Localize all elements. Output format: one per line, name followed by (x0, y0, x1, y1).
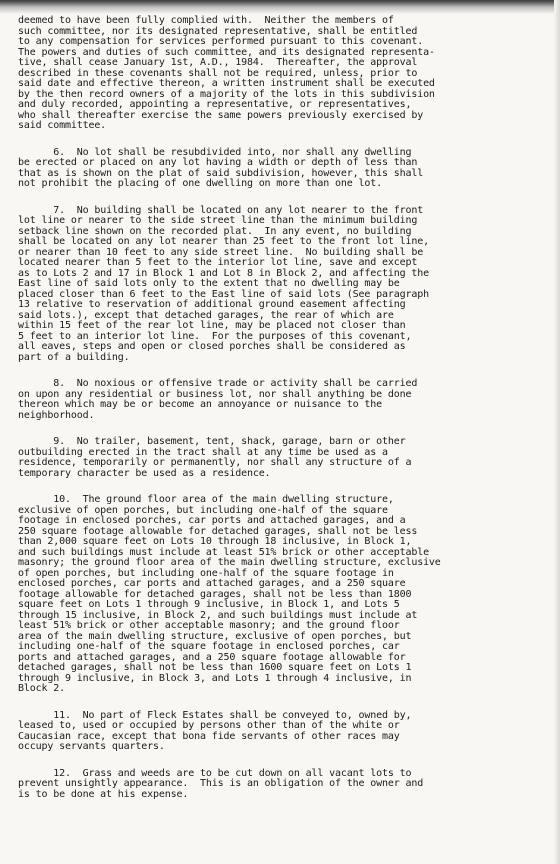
paragraph-9: 9. No trailer, basement, tent, shack, garage, barn or other outbuilding erected in the tract shall at any time be used as a residence, temporarily or permanently, nor shall any structure of a temporary character be used as a residence. (18, 436, 412, 479)
scan-right-edge (554, 0, 560, 864)
paragraph-5-continued: deemed to have been fully complied with. Neither the members of such committee, nor its designated representative, shall be entitled to any compensation for services performed pursuant to this covenant. The powers and duties of such committee, and its designated representa- tive, shall cease January 1st, A.D., 1984. Thereafter, the approval described in these covenants shall not be required, unless, prior to said date and effective thereon, a written instrument shall be executed by the then record owners of a majority of the lots in this subdivision and duly recorded, appointing a representative, or representatives, who shall thereafter exercise the same powers previously exercised by said committee. (18, 15, 435, 131)
paragraph-12: 12. Grass and weeds are to be cut down on all vacant lots to prevent unsightly appearance. This is an obligation of the owner and is to be done at his expense. (18, 767, 424, 800)
paragraph-11: 11. No part of Fleck Estates shall be conveyed to, owned by, leased to, used or occupied by persons other than of the white or Caucasian race, except that bona fide servants of other races may occupy servants quarters. (18, 709, 412, 752)
paragraph-6: 6. No lot shall be resubdivided into, nor shall any dwelling be erected or placed on any lot having a width or depth of less than that as is shown on the plat of said subdivision, however, this shall not prohibit the placing of one dwelling on more than one lot. (18, 146, 424, 189)
covenant-text (18, 16, 544, 800)
paragraph-8: 8. No noxious or offensive trade or activity shall be carried on upon any residential or business lot, nor shall anything be done thereon which may be or become an annoyance or nuisance to the neighborhood. (18, 378, 418, 421)
paragraph-10: 10. The ground floor area of the main dwelling structure, exclusive of open porches, but including one-half of the square footage in enclosed porches, car ports and attached garages, and a 250 square footage allowable for detached garages, shall not be less than 2,000 square feet on Lots 10 through 18 inclusive, in Block 1, and such buildings must include at least 51% brick or other acceptable masonry; the ground floor area of the main dwelling structure, exclusive of open porches, but including one-half of the square footage in enclosed porches, car ports and attached garages, and a 250 square footage allowable for detached garages, shall not be less than 1800 square feet on Lots 1 through 9 inclusive, in Block 1, and Lots 5 through 15 inclusive, in Block 2, and such buildings must include at least 51% brick or other acceptable masonry; and the ground floor area of the main dwelling structure, exclusive of open porches, but including one-half of the square footage in enclosed porches, car ports and attached garages, and a 250 square footage allowable for detached garages, shall not be less than 1600 square feet on Lots 1 through 9 inclusive, in Block 3, and Lots 1 through 4 inclusive, in Block 2. (18, 494, 441, 694)
scan-top-edge (0, 0, 560, 14)
paragraph-7: 7. No building shall be located on any lot nearer to the front lot line or nearer to the side street line than the minimum building setback line shown on the recorded plat. In any event, no building shall be located on any lot nearer than 25 feet to the front lot line, or nearer than 10 feet to any side street line. No building shall be located nearer than 5 feet to the interior lot line, save and except as to Lots 2 and 17 in Block 1 and Lot 8 in Block 2, and affecting the East line of said lots only to the extent that no dwelling may be placed closer than 6 feet to the East line of said lots (See paragraph 13 relative to reservation of additional ground easement affecting said lots.), except that detached garages, the rear of which are within 15 feet of the rear lot line, may be placed not closer than 5 feet to an interior lot line. For the purposes of this covenant, all eaves, steps and open or closed porches shall be considered as part of a building. (18, 204, 429, 363)
